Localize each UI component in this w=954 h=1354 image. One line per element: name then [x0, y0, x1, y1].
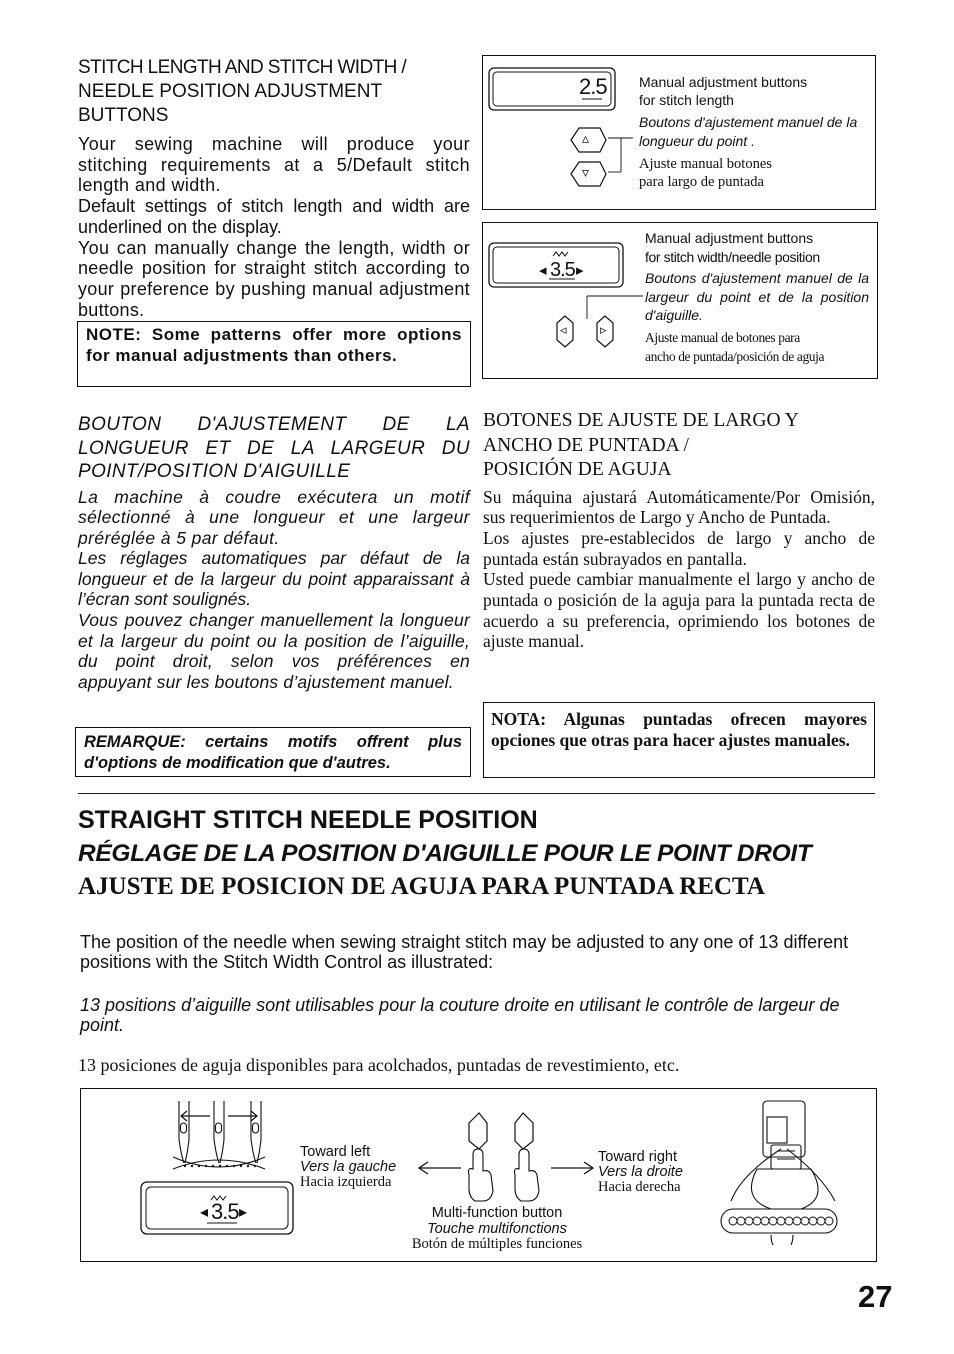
es-heading-line3: POSICIÓN DE AGUJA	[483, 459, 672, 480]
length-down-symbol: ▿	[582, 164, 590, 180]
length-up-symbol: ▵	[582, 130, 590, 146]
needle-right-button[interactable]	[515, 1113, 533, 1149]
multi-function-fr: Touche multifonctions	[427, 1220, 567, 1237]
en-note-box	[77, 321, 471, 387]
width-right-symbol: ▹	[600, 322, 607, 337]
es-section	[483, 409, 875, 652]
en-paragraph-3: You can manually change the length, width or needle position for straight stitch according to your preference by pushing manual adjustment buttons.	[78, 237, 470, 320]
length-label-en-line2: for stitch length	[639, 92, 734, 108]
toward-left-fr: Vers la gauche	[300, 1159, 397, 1175]
width-label-es-line2: ancho de puntada/posición de aguja	[645, 348, 825, 364]
needle-arrows-icon	[181, 1111, 257, 1121]
en-heading	[78, 56, 470, 128]
straight-body-fr: 13 positions d’aiguille sont utilisables pour la couture droite en utilisant le contrôle de largeur de point.	[80, 995, 840, 1035]
toward-right-en: Toward right	[598, 1149, 677, 1165]
es-paragraph-3: Usted puede cambiar manualmente el largo y ancho de puntada o posición de la aguja para la puntada recta de acuerdo a su preferencia, oprimiendo los botones de ajuste manual.	[483, 569, 875, 652]
page-number: 27	[858, 1279, 893, 1314]
width-display-value: 3.5	[550, 259, 575, 281]
fr-paragraph-2: Les réglages automatiques par défaut de la longueur et de la largeur du point apparaissant à l’écran sont soulignés.	[78, 548, 470, 610]
needle-display-right-arrow-icon: ▸	[239, 1204, 248, 1221]
en-heading-line1: STITCH LENGTH AND STITCH WIDTH /	[78, 57, 407, 78]
es-paragraph-2: Los ajustes pre-establecidos de largo y ancho de puntada están subrayados en pantalla.	[483, 527, 875, 569]
hand-right-icon	[515, 1149, 540, 1201]
length-label-es-line1: Ajuste manual botones	[639, 156, 772, 172]
straight-title-fr: RÉGLAGE DE LA POSITION D'AIGUILLE POUR LE POINT DROIT	[78, 840, 812, 867]
multi-function-en: Multi-function button	[431, 1205, 563, 1221]
en-heading-line2: NEEDLE POSITION ADJUSTMENT BUTTONS	[78, 81, 382, 126]
straight-body-es: 13 posiciones de aguja disponibles para acolchados, puntadas de revestimiento, etc.	[78, 1055, 680, 1075]
es-heading-line1: BOTONES DE AJUSTE DE LARGO Y	[483, 410, 799, 431]
en-section	[78, 56, 470, 320]
en-paragraph-1: Your sewing machine will produce your stitching requirements at a 5/Default stitch length and width.	[78, 134, 470, 196]
needle-dots-icon	[184, 1165, 256, 1167]
es-heading	[483, 409, 875, 483]
straight-title-en: STRAIGHT STITCH NEEDLE POSITION	[78, 806, 538, 834]
width-left-symbol: ◃	[560, 322, 567, 337]
toward-left-en: Toward left	[300, 1144, 371, 1160]
toward-right-es: Hacia derecha	[598, 1179, 681, 1195]
arrow-left-icon	[419, 1162, 461, 1174]
width-left-arrow-icon: ◂	[539, 262, 547, 279]
width-label-en-line2: for stitch width/needle position	[645, 248, 820, 265]
toward-left-es: Hacia izquierda	[300, 1174, 392, 1190]
width-label-fr: Boutons d'ajustement manuel de la largeur du point et de la position d'aiguille.	[645, 270, 869, 323]
fr-heading: BOUTON D'AJUSTEMENT DE LA LONGUEUR ET DE LA LARGEUR DU POINT/POSITION D'AIGUILLE	[78, 414, 470, 482]
toward-right-fr: Vers la droite	[598, 1164, 683, 1180]
stitch-length-figure	[482, 55, 876, 210]
fr-note: REMARQUE: certains motifs offrent plus d'options de modification que d'autres.	[84, 733, 462, 772]
length-label-fr: Boutons d'ajustement manuel de la longueur du point .	[639, 114, 858, 149]
es-note: NOTA: Algunas puntadas ofrecen mayores opciones que otras para hacer ajustes manuales.	[491, 709, 867, 750]
needle-left-button[interactable]	[469, 1113, 487, 1149]
straight-title-es: AJUSTE DE POSICION DE AGUJA PARA PUNTADA RECTA	[78, 873, 765, 900]
arrow-right-icon	[551, 1162, 593, 1174]
width-right-arrow-icon: ▸	[576, 262, 584, 279]
width-label-en-line1: Manual adjustment buttons	[645, 230, 814, 246]
needle-position-figure	[80, 1088, 877, 1262]
es-heading-line2: ANCHO DE PUNTADA /	[483, 434, 689, 456]
width-label-es-line1: Ajuste manual de botones para	[645, 330, 800, 345]
es-paragraph-1: Su máquina ajustará Automáticamente/Por Omisión, sus requerimientos de Largo y Ancho de Puntada.	[483, 486, 875, 528]
en-paragraph-2: Default settings of stitch length and width are underlined on the display.	[78, 196, 470, 237]
needle-position-dots-icon	[729, 1217, 833, 1225]
length-label-es-line2: para largo de puntada	[639, 174, 764, 190]
straight-body-en: The position of the needle when sewing straight stitch may be adjusted to any one of 13 different positions with the Stitch Width Control as illustrated:	[80, 932, 849, 972]
section-divider	[78, 793, 875, 794]
fr-paragraph-1: La machine à coudre exécutera un motif sélectionné à une longueur et une largeur préréglée à 5 par défaut.	[78, 486, 470, 548]
fr-note-box	[75, 727, 471, 777]
needle-display-value: 3.5	[211, 1199, 239, 1224]
needle-display-left-arrow-icon: ◂	[200, 1204, 209, 1221]
stitch-width-figure	[482, 222, 878, 379]
hand-left-icon	[469, 1149, 494, 1201]
en-note: NOTE: Some patterns offer more options for manual adjustments than others.	[86, 325, 462, 365]
fr-paragraph-3: Vous pouvez changer manuellement la longueur et la largeur du point ou la position de l’aiguille, du point droit, selon vos préférences en appuyant sur les boutons d’ajustement manuel.	[78, 610, 470, 692]
length-label-en-line1: Manual adjustment buttons	[639, 74, 808, 90]
multi-function-es: Botón de múltiples funciones	[411, 1236, 583, 1252]
fr-section	[78, 413, 470, 692]
es-note-box	[483, 702, 875, 778]
length-display-value: 2.5	[579, 74, 607, 99]
